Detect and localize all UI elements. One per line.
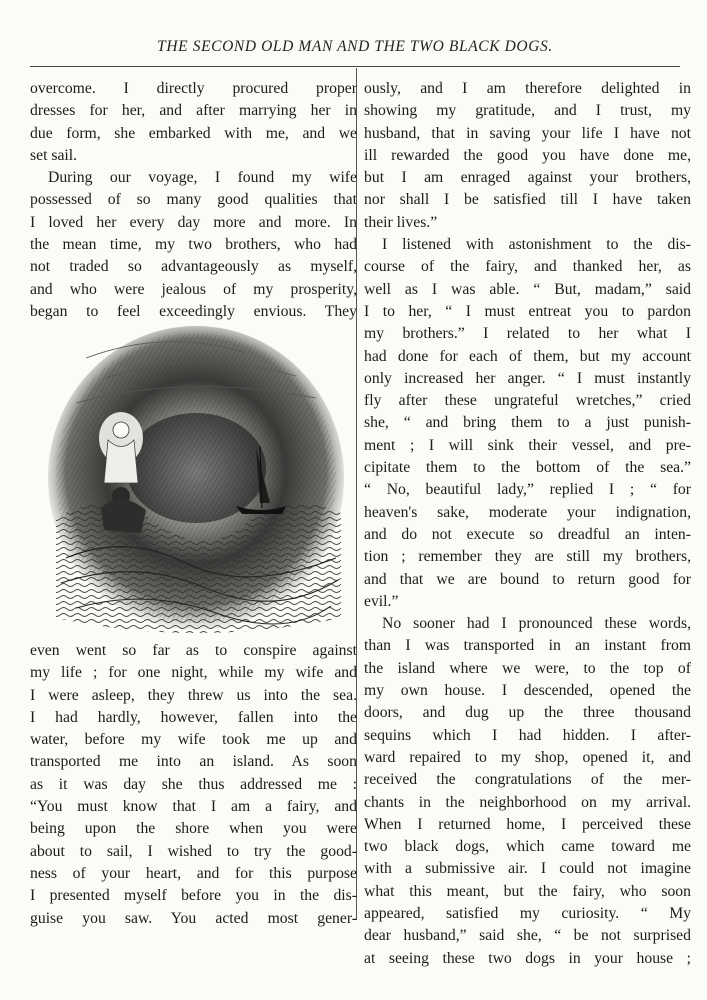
text-line: received the congratulations of the mer-: [364, 771, 691, 789]
text-line: transported me into an island. As soon: [30, 753, 357, 771]
engraving-illustration: [46, 318, 346, 636]
text-line: I had hardly, however, fallen into the: [30, 708, 357, 726]
text-line: I to her, “ I must entreat you to pardon: [364, 302, 691, 320]
text-line: the mean time, my two brothers, who had: [30, 236, 357, 254]
text-line: and that we are bound to return good for: [364, 570, 691, 588]
text-line: “ No, beautiful lady,” replied I ; “ for: [364, 481, 691, 499]
text-line: the island where we were, to the top of: [364, 659, 691, 677]
text-line: at seeing these two dogs in your house ;: [364, 949, 691, 967]
text-line: No sooner had I pronounced these words,: [382, 615, 691, 633]
header-rule: [30, 66, 680, 67]
text-line: chants in the neighborhood on my arrival.: [364, 793, 691, 811]
text-line: fly after these ungrateful wretches,” cried: [364, 392, 691, 410]
text-line: ment ; I will sink their vessel, and pre-: [364, 436, 691, 454]
text-line: ill rewarded the good you have done me,: [364, 146, 691, 164]
text-line: ward repaired to my shop, opened it, and: [364, 748, 691, 766]
text-line: but I am enraged against your brothers,: [364, 169, 691, 187]
text-line: doors, and dug up the three thousand: [364, 704, 691, 722]
text-line: ness of your heart, and for this purpose: [30, 864, 357, 882]
text-line: overcome. I directly procured proper: [30, 80, 357, 97]
running-header: THE SECOND OLD MAN AND THE TWO BLACK DOGS.: [157, 38, 553, 55]
text-line: and do not execute so dreadful an inten-: [364, 525, 691, 543]
text-line: my own house. I descended, opened the: [364, 682, 691, 700]
text-line: “You must know that I am a fairy, and: [30, 798, 357, 816]
text-line: nor shall I be satisfied till I have taken: [364, 191, 691, 209]
text-line: began to feel exceedingly envious. They: [30, 302, 357, 320]
text-line: evil.”: [364, 592, 399, 610]
text-line: their lives.”: [364, 213, 438, 231]
text-line: my life ; for one night, while my wife and: [30, 664, 357, 682]
text-line: ously, and I am therefore delighted in: [364, 80, 691, 97]
text-line: with a submissive air. I could not imagine: [364, 860, 691, 878]
text-line: course of the fairy, and thanked her, as: [364, 258, 691, 276]
text-line: heaven's sake, moderate your indignation,: [364, 503, 691, 521]
text-line: my brothers.” I related to her what I: [364, 325, 691, 343]
text-line: and who were jealous of my prosperity,: [30, 280, 357, 298]
text-line: I presented myself before you in the dis-: [30, 887, 357, 905]
text-line: I were asleep, they threw us into the sea.: [30, 686, 357, 704]
engraving-fairy-rescue-in-sea-icon: [46, 318, 346, 636]
text-line: During our voyage, I found my wife: [48, 169, 357, 187]
text-line: set sail.: [30, 146, 78, 164]
text-line: even went so far as to conspire against: [30, 642, 357, 659]
text-line: appeared, satisfied my curiosity. “ My: [364, 904, 691, 922]
text-line: water, before my wife took me up and: [30, 731, 357, 749]
text-line: I loved her every day more and more. In: [30, 213, 357, 231]
text-line: guise you saw. You acted most gener-: [30, 909, 357, 927]
text-line: due form, she embarked with me, and we: [30, 124, 357, 142]
text-line: cipitate them to the bottom of the sea.”: [364, 459, 691, 477]
text-line: I listened with astonishment to the dis-: [382, 236, 691, 254]
text-line: only increased her anger. “ I must instantly: [364, 369, 691, 387]
text-line: possessed of so many good qualities that: [30, 191, 357, 209]
text-line: tion ; remember they are still my brothers,: [364, 548, 691, 566]
text-line: sequins which I had hidden. I after-: [364, 726, 691, 744]
text-line: husband, that in saving your life I have not: [364, 124, 691, 142]
text-line: well as I was able. “ But, madam,” said: [364, 280, 691, 298]
text-line: she, “ and bring them to a just punish-: [364, 414, 691, 432]
left-column-top: [30, 78, 357, 323]
text-line: When I returned home, I perceived these: [364, 815, 691, 833]
text-line: as it was day she thus addressed me :: [30, 775, 357, 793]
text-line: dear husband,” said she, “ be not surprised: [364, 927, 691, 945]
text-line: two black dogs, which came toward me: [364, 838, 691, 856]
text-line: dresses for her, and after marrying her in: [30, 102, 357, 120]
right-column: [364, 78, 691, 970]
left-column-bottom: [30, 640, 357, 930]
text-line: showing my gratitude, and I trust, my: [364, 102, 691, 120]
text-line: than I was transported in an instant from: [364, 637, 691, 655]
text-line: had done for each of them, but my account: [364, 347, 691, 365]
text-line: what this meant, but the fairy, who soon: [364, 882, 691, 900]
text-line: about to sail, I wished to try the good-: [30, 842, 357, 860]
text-line: being upon the shore when you were: [30, 820, 357, 838]
text-line: not traded so advantageously as myself,: [30, 258, 357, 276]
